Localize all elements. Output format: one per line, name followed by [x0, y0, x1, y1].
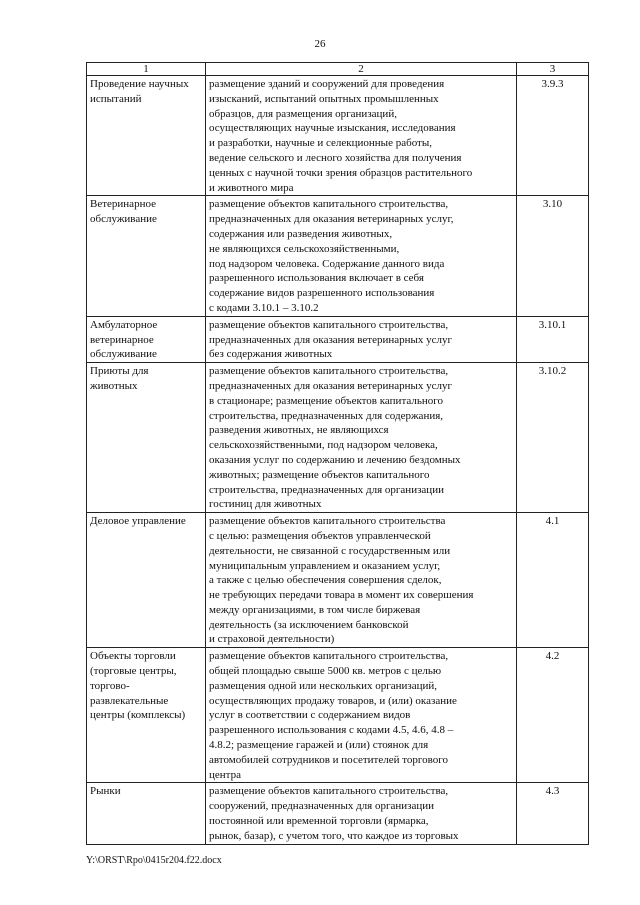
land-use-description-line: строительства, предназначенных для организации	[209, 483, 444, 496]
table-header-row	[87, 63, 589, 76]
land-use-description-line: размещение объектов капитального строительства,	[209, 198, 449, 211]
table-row	[87, 316, 589, 362]
land-use-description-line: и животного мира	[209, 181, 294, 194]
land-use-description-line: строительства, предназначенных для содержания,	[209, 409, 444, 422]
land-use-table	[86, 62, 589, 845]
land-use-name	[87, 196, 206, 316]
land-use-description	[206, 363, 517, 513]
column-header-1: 1	[87, 63, 206, 76]
land-use-description-line: размещение объектов капитального строительства,	[209, 318, 449, 331]
land-use-description-line: предназначенных для оказания ветеринарных услуг	[209, 379, 453, 392]
page-number: 26	[314, 38, 326, 50]
land-use-description-line: размещение объектов капитального строительства,	[209, 650, 449, 663]
land-use-description-line: размещение зданий и сооружений для проведения	[209, 78, 445, 90]
table-row	[87, 363, 589, 513]
land-use-description-line: размещение объектов капитального строительства,	[209, 365, 449, 378]
land-use-description	[206, 316, 517, 362]
land-use-description-line: сооружений, предназначенных для организации	[209, 800, 435, 813]
land-use-description-line: под надзором человека. Содержание данного вида	[209, 257, 445, 270]
land-use-name-line: обслуживание	[90, 348, 157, 361]
land-use-name-line: Ветеринарное	[90, 198, 156, 211]
land-use-description-line: в стационаре; размещение объектов капитального	[209, 394, 443, 407]
land-use-description-line: осуществляющих продажу товаров, и (или) оказание	[209, 694, 457, 707]
land-use-description-line: между организациями, в том числе биржевая	[209, 603, 421, 616]
file-path-footer: Y:\ORST\Rpo\0415r204.f22.docx	[86, 855, 222, 866]
land-use-name	[87, 363, 206, 513]
land-use-description-line: с кодами 3.10.1 – 3.10.2	[209, 301, 319, 314]
land-use-description-line: размещение объектов капитального строительства,	[209, 785, 449, 798]
land-use-description-line: осуществляющих научные изыскания, исследования	[209, 122, 456, 135]
land-use-name	[87, 316, 206, 362]
land-use-description-line: рынок, базар), с учетом того, что каждое из торговых	[209, 829, 459, 842]
land-use-description-line: размещение объектов капитального строительства	[209, 515, 446, 528]
land-use-name-line: Амбулаторное	[90, 318, 158, 331]
land-use-description-line: размещения одной или нескольких организаций,	[209, 679, 438, 692]
land-use-name-line: ветеринарное	[90, 333, 154, 346]
land-use-name	[87, 783, 206, 844]
land-use-name-line: обслуживание	[90, 213, 157, 226]
land-use-description	[206, 76, 517, 196]
land-use-description-line: разрешенного использования включает в себя	[209, 272, 424, 285]
land-use-description-line: сельскохозяйственными, под надзором человека,	[209, 439, 438, 452]
land-use-description-line: ценных с научной точки зрения образцов растительного	[209, 166, 473, 179]
land-use-description-line: содержания или разведения животных,	[209, 227, 393, 240]
land-use-description-line: оказания услуг по содержанию и лечению бездомных	[209, 453, 461, 466]
land-use-code: 3.9.3	[517, 76, 589, 196]
land-use-description-line: предназначенных для оказания ветеринарных услуг	[209, 333, 453, 346]
table-row	[87, 76, 589, 196]
land-use-code: 3.10.1	[517, 316, 589, 362]
land-use-code: 4.1	[517, 513, 589, 648]
land-use-description-line: муниципальным управлением и оказанием услуг,	[209, 559, 441, 572]
land-use-description-line: ведение сельского и лесного хозяйства для получения	[209, 151, 462, 164]
land-use-description-line: деятельности, не связанной с государственным или	[209, 544, 451, 557]
land-use-description-line: с целью: размещения объектов управленческой	[209, 529, 431, 542]
land-use-name-line: Объекты торговли	[90, 650, 176, 663]
land-use-name	[87, 648, 206, 783]
land-use-description-line: образцов, для размещения организаций,	[209, 107, 397, 120]
table-row	[87, 513, 589, 648]
land-use-description-line: и страховой деятельности)	[209, 633, 335, 646]
land-use-name-line: торгово-	[90, 679, 130, 692]
land-use-description-line: общей площадью свыше 5000 кв. метров с целью	[209, 665, 442, 678]
column-header-3: 3	[517, 63, 589, 76]
land-use-description-line: не требующих передачи товара в момент их совершения	[209, 589, 474, 602]
land-use-code: 3.10	[517, 196, 589, 316]
land-use-name-line: животных	[90, 379, 138, 392]
land-use-name-line: испытаний	[90, 92, 142, 105]
land-use-description-line: без содержания животных	[209, 348, 333, 361]
land-use-description-line: центра	[209, 768, 241, 781]
land-use-name-line: Рынки	[90, 785, 121, 798]
land-use-description-line: изысканий, испытаний опытных промышленных	[209, 92, 439, 105]
land-use-description	[206, 648, 517, 783]
land-use-description-line: и разработки, научные и селекционные работы,	[209, 137, 432, 150]
land-use-description-line: постоянной или временной торговли (ярмарка,	[209, 815, 429, 828]
land-use-description-line: а также с целью обеспечения совершения сделок,	[209, 574, 442, 587]
land-use-name-line: центры (комплексы)	[90, 709, 186, 722]
land-use-name-line: развлекательные	[90, 694, 169, 707]
table-row	[87, 196, 589, 316]
land-use-name	[87, 513, 206, 648]
land-use-description-line: деятельность (за исключением банковской	[209, 618, 409, 631]
land-use-code: 4.3	[517, 783, 589, 844]
land-use-description-line: содержание видов разрешенного использования	[209, 287, 435, 300]
land-use-name	[87, 76, 206, 196]
table-row	[87, 648, 589, 783]
land-use-description-line: предназначенных для оказания ветеринарных услуг,	[209, 213, 454, 226]
land-use-description-line: животных; размещение объектов капитального	[209, 468, 430, 481]
land-use-description	[206, 513, 517, 648]
land-use-description-line: разрешенного использования с кодами 4.5, 4.6, 4.8 –	[209, 724, 454, 737]
land-use-description-line: автомобилей сотрудников и посетителей торгового	[209, 753, 448, 766]
land-use-description-line: гостиниц для животных	[209, 498, 322, 511]
land-use-code: 3.10.2	[517, 363, 589, 513]
land-use-name-line: Приюты для	[90, 365, 149, 378]
table-row	[87, 783, 589, 844]
land-use-name-line: Деловое управление	[90, 515, 186, 528]
land-use-code: 4.2	[517, 648, 589, 783]
land-use-description	[206, 196, 517, 316]
land-use-description	[206, 783, 517, 844]
column-header-2: 2	[206, 63, 517, 76]
land-use-name-line: (торговые центры,	[90, 665, 177, 678]
land-use-name-line: Проведение научных	[90, 78, 189, 90]
land-use-description-line: не являющихся сельскохозяйственными,	[209, 242, 400, 255]
land-use-description-line: разведения животных, не являющихся	[209, 424, 389, 437]
land-use-description-line: 4.8.2; размещение гаражей и (или) стоянок для	[209, 739, 429, 752]
land-use-description-line: услуг в соответствии с содержанием видов	[209, 709, 411, 722]
